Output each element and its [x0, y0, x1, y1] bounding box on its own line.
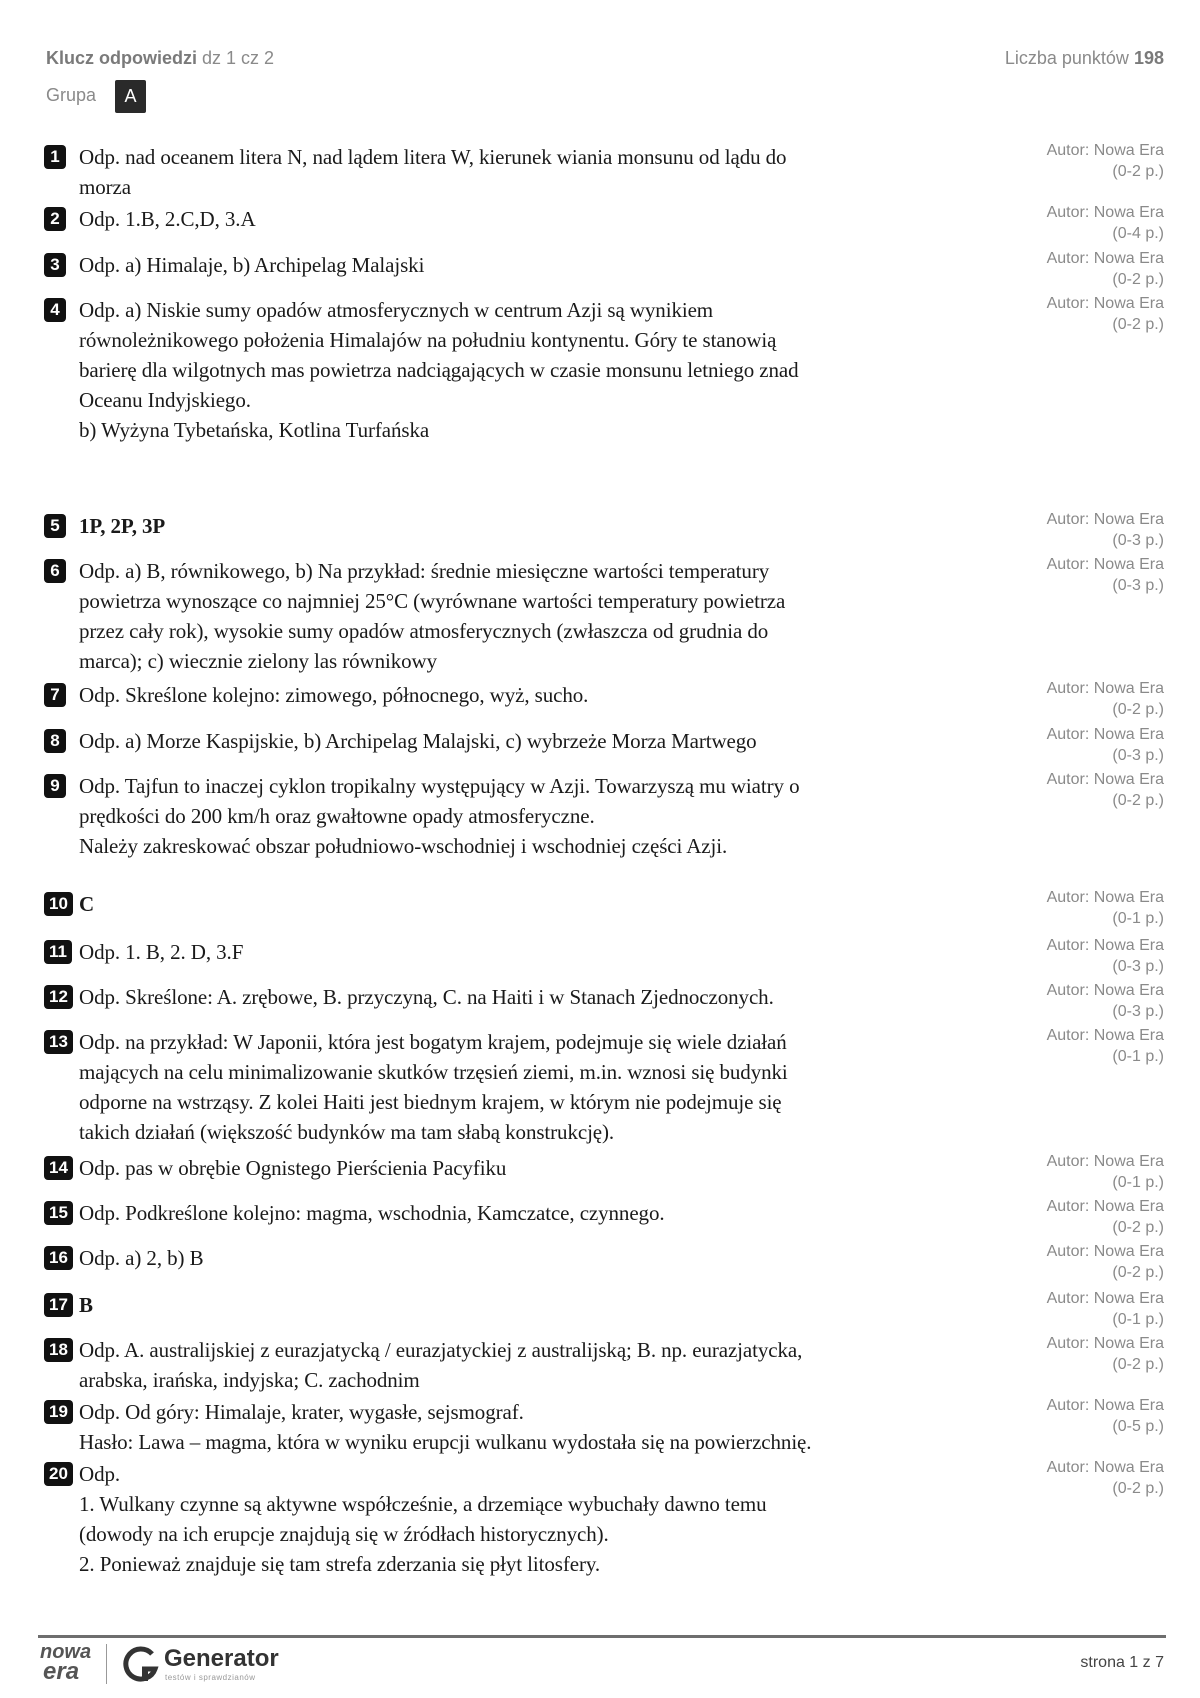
question-number-badge: 7 — [44, 683, 66, 707]
answer-text: Odp. a) Niskie sumy opadów atmosferycznych w centrum Azji są wynikiem równoleżnikowego położenia Himalajów na południu kontynentu. Góry te stanowią barierę dla wilgotnych mas powietrza nadciągających w czasie monsunu letniego znad Oceanu Indyjskiego. b) Wyżyna Tybetańska, Kotlina Turfańska — [79, 298, 799, 442]
points-range: (0-2 p.) — [1112, 1480, 1164, 1497]
answer-text: Odp. 1. B, 2. D, 3.F — [79, 940, 244, 964]
question-number-badge: 16 — [44, 1246, 73, 1270]
author-label: Autor: Nowa Era — [1046, 889, 1164, 906]
answer-meta — [964, 724, 1164, 766]
answer-meta — [964, 140, 1164, 182]
author-label: Autor: Nowa Era — [1046, 1153, 1164, 1170]
answer-meta — [964, 293, 1164, 335]
footer-divider — [38, 1635, 1166, 1638]
points-range: (0-1 p.) — [1112, 1311, 1164, 1328]
group-label: Grupa — [46, 85, 97, 105]
question-number-badge: 2 — [44, 207, 66, 231]
answer-text: Odp. a) 2, b) B — [79, 1246, 204, 1270]
points-range: (0-3 p.) — [1112, 532, 1164, 549]
points-range: (0-2 p.) — [1112, 792, 1164, 809]
question-number-badge: 14 — [44, 1156, 73, 1180]
answer-meta — [964, 1241, 1164, 1283]
author-label: Autor: Nowa Era — [1046, 1459, 1164, 1476]
generator-text: Generator — [164, 1645, 279, 1672]
points-range: (0-2 p.) — [1112, 271, 1164, 288]
author-label: Autor: Nowa Era — [1046, 204, 1164, 221]
author-label: Autor: Nowa Era — [1046, 511, 1164, 528]
points-range: (0-2 p.) — [1112, 701, 1164, 718]
answer-meta — [964, 1288, 1164, 1330]
author-label: Autor: Nowa Era — [1046, 1290, 1164, 1307]
points-range: (0-5 p.) — [1112, 1418, 1164, 1435]
points-total — [1005, 48, 1164, 69]
question-number-badge: 8 — [44, 729, 66, 753]
answer-meta — [964, 1151, 1164, 1193]
question-number-badge: 17 — [44, 1293, 73, 1317]
answer-text: Odp. a) Himalaje, b) Archipelag Malajski — [79, 253, 425, 277]
answer-text: Odp. a) Morze Kaspijskie, b) Archipelag Malajski, c) wybrzeże Morza Martwego — [79, 729, 757, 753]
answer-meta — [964, 554, 1164, 596]
points-label: Liczba punktów — [1004, 48, 1129, 68]
answer-text: Odp. Tajfun to inaczej cyklon tropikalny występujący w Azji. Towarzyszą mu wiatry o prędkości do 200 km/h oraz gwałtowne opady atmosferyczne. Należy zakreskować obszar południowo-wschodniej i wschodniej części Azji. — [79, 774, 800, 858]
answer-meta — [964, 980, 1164, 1022]
answer-meta — [964, 678, 1164, 720]
answer-text: Odp. nad oceanem litera N, nad lądem litera W, kierunek wiania monsunu od lądu do morza — [79, 145, 787, 199]
header-title-line — [46, 48, 274, 69]
points-range: (0-2 p.) — [1112, 163, 1164, 180]
points-range: (0-2 p.) — [1112, 1356, 1164, 1373]
answer-text: 1P, 2P, 3P — [79, 514, 166, 538]
answer-text: Odp. Skreślone: A. zrębowe, B. przyczyną, C. na Haiti i w Stanach Zjednoczonych. — [79, 985, 774, 1009]
author-label: Autor: Nowa Era — [1046, 556, 1164, 573]
question-number-badge: 13 — [44, 1030, 73, 1054]
points-range: (0-2 p.) — [1112, 1219, 1164, 1236]
author-label: Autor: Nowa Era — [1046, 1027, 1164, 1044]
page-number: strona 1 z 7 — [1080, 1654, 1164, 1671]
answer-text: Odp. na przykład: W Japonii, która jest bogatym krajem, podejmuje się wiele działań mających na celu minimalizowanie skutków trzęsień ziemi, m.in. wznosi się budynki odporne na wstrząsy. Z kolei Haiti jest biednym krajem, w którym nie podejmuje się takich działań (większość budynków ma tam słabą konstrukcję). — [79, 1030, 788, 1144]
author-label: Autor: Nowa Era — [1046, 142, 1164, 159]
points-range: (0-4 p.) — [1112, 225, 1164, 242]
answer-meta — [964, 935, 1164, 977]
answer-meta — [964, 887, 1164, 929]
question-number-badge: 5 — [44, 514, 66, 538]
question-number-badge: 12 — [44, 985, 73, 1009]
author-label: Autor: Nowa Era — [1046, 726, 1164, 743]
points-range: (0-2 p.) — [1112, 1264, 1164, 1281]
answer-text: Odp. Od góry: Himalaje, krater, wygasłe, sejsmograf. Hasło: Lawa – magma, która w wyniku erupcji wulkanu wydostała się na powierzchnię. — [79, 1400, 812, 1454]
points-range: (0-1 p.) — [1112, 910, 1164, 927]
answer-text: Odp. 1. Wulkany czynne są aktywne współcześnie, a drzemiące wybuchały dawno temu (dowody na ich erupcje znajdują się w źródłach historycznych). 2. Ponieważ znajduje się tam strefa zderzania się płyt litosfery. — [79, 1462, 767, 1576]
question-number-badge: 9 — [44, 774, 66, 798]
question-number-badge: 3 — [44, 253, 66, 277]
logo-era-text: era — [43, 1658, 80, 1685]
question-number-badge: 11 — [44, 940, 72, 964]
logo-nowa-text: nowa — [40, 1641, 92, 1663]
generator-subtext: testów i sprawdzianów — [165, 1673, 256, 1682]
author-label: Autor: Nowa Era — [1046, 1335, 1164, 1352]
answer-text: Odp. pas w obrębie Ognistego Pierścienia Pacyfiku — [79, 1156, 507, 1180]
answer-meta — [964, 202, 1164, 244]
author-label: Autor: Nowa Era — [1046, 295, 1164, 312]
answer-meta — [964, 1025, 1164, 1067]
question-number-badge: 10 — [44, 892, 73, 916]
points-range: (0-3 p.) — [1112, 577, 1164, 594]
answer-text: Odp. Skreślone kolejno: zimowego, północnego, wyż, sucho. — [79, 683, 589, 707]
question-number-badge: 15 — [44, 1201, 73, 1225]
answer-text: Odp. A. australijskiej z eurazjatycką / eurazjatyckiej z australijską; B. np. eurazjatycka, arabska, irańska, indyjska; C. zachodnim — [79, 1338, 803, 1392]
nowa-era-logo — [40, 1643, 92, 1687]
author-label: Autor: Nowa Era — [1046, 1243, 1164, 1260]
answer-meta — [964, 1395, 1164, 1437]
question-number-badge: 6 — [44, 559, 66, 583]
logo-separator — [106, 1644, 107, 1684]
author-label: Autor: Nowa Era — [1046, 250, 1164, 267]
answer-meta — [964, 248, 1164, 290]
points-range: (0-1 p.) — [1112, 1048, 1164, 1065]
question-number-badge: 19 — [44, 1400, 73, 1424]
document-title: Klucz odpowiedzi — [46, 48, 197, 68]
points-range: (0-2 p.) — [1112, 316, 1164, 333]
author-label: Autor: Nowa Era — [1046, 982, 1164, 999]
answer-meta — [964, 1333, 1164, 1375]
author-label: Autor: Nowa Era — [1046, 1397, 1164, 1414]
author-label: Autor: Nowa Era — [1046, 771, 1164, 788]
answer-text: Odp. Podkreślone kolejno: magma, wschodnia, Kamczatce, czynnego. — [79, 1201, 665, 1225]
author-label: Autor: Nowa Era — [1046, 937, 1164, 954]
answer-text: B — [79, 1293, 93, 1317]
document-subtitle: dz 1 cz 2 — [202, 48, 275, 68]
question-number-badge: 20 — [44, 1462, 73, 1486]
answer-text: C — [79, 892, 95, 916]
author-label: Autor: Nowa Era — [1046, 1198, 1164, 1215]
question-number-badge: 4 — [44, 298, 66, 322]
points-range: (0-3 p.) — [1112, 747, 1164, 764]
points-value: 198 — [1133, 48, 1164, 68]
question-number-badge: 1 — [44, 145, 66, 169]
points-range: (0-3 p.) — [1112, 958, 1164, 975]
answer-meta — [964, 1196, 1164, 1238]
points-range: (0-3 p.) — [1112, 1003, 1164, 1020]
question-number-badge: 18 — [44, 1338, 73, 1362]
answer-text: Odp. a) B, równikowego, b) Na przykład: średnie miesięczne wartości temperatury powietrza wynoszące co najmniej 25°C (wyrównane wartości temperatury powietrza przez cały rok), wysokie sumy opadów atmosferycznych (zwłaszcza od grudnia do marca); c) wiecznie zielony las równikowy — [79, 559, 786, 673]
generator-g-icon — [122, 1645, 160, 1685]
author-label: Autor: Nowa Era — [1046, 680, 1164, 697]
answer-text: Odp. 1.B, 2.C,D, 3.A — [79, 207, 256, 231]
group-badge: A — [115, 80, 146, 113]
generator-logo — [122, 1645, 279, 1685]
answer-meta — [964, 769, 1164, 811]
points-range: (0-1 p.) — [1112, 1174, 1164, 1191]
answer-meta — [964, 509, 1164, 551]
answer-meta — [964, 1457, 1164, 1499]
